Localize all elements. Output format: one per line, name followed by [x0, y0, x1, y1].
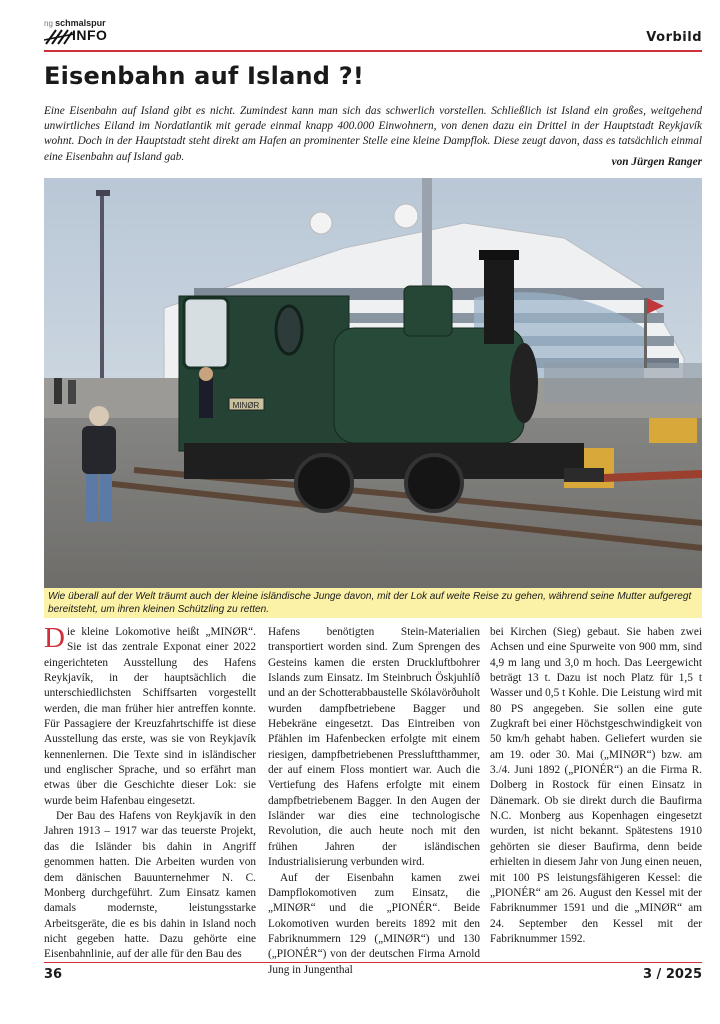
- section-label: Vorbild: [646, 30, 702, 45]
- page-number: 36: [44, 967, 63, 982]
- issue-number: 3 / 2025: [642, 967, 702, 982]
- page-header: [44, 18, 702, 52]
- footer-divider: [44, 962, 702, 963]
- logo-big-text: INFO: [72, 27, 108, 43]
- loco-name-plate: MINØR: [232, 401, 260, 410]
- paragraph: Auf der Eisenbahn kamen zwei Dampflokomotiven zum Einsatz, die „MINØR“ und die „PIONÉR“. Beide Lokomotiven wurden bereits 1892 mit den Fabriknummern 129 („MINØR“) und 130 („PIONÉR“) von der deutschen Firma Arnold Jung in Jungenthal: [268, 871, 480, 976]
- rails-logo-icon: [44, 28, 74, 46]
- paragraph: Die kleine Lokomotive heißt „MINØR“. Sie ist das zentrale Exponat einer 2022 eingerichteten Ausstellung des Hafens Reykjavík, in der hauptsächlich die unterschiedlichsten Schiffsarten vorgestellt werden, die man früher hier antreffen konnte. Für Passagiere der Kreuzfahrtschiffe ist diese Ausstellung das erste, was sie von Reykjavík kennenlernen. Die Texte sind in isländischer und englischer Sprache, und so erfährt man etwas über die Geschichte dieser Lok: sie wurde beim Hafenbau eingesetzt.: [44, 622, 256, 807]
- paragraph: bei Kirchen (Sieg) gebaut. Sie haben zwei Achsen und eine Spurweite von 900 mm, sind 4,9 m lang und 3,0 m hoch. Das Leergewicht beträgt 13 t. Dazu ist noch Platz für 1,5 t Wasser und 0,5 t Kohle. Die Leistung wird mit 80 PS angegeben. Sie sollen eine gute Zugkraft bei einer Höchstgeschwindigkeit von 50 km/h gehabt haben. Geliefert wurden sie am 19. oder 30. Mai („MINØR“) bzw. am 3./4. Juni 1892 („PIONÉR“) an die Firma R. Dolberg in Rostock für einen Einsatz in Dänemark. Ob sie direkt durch die Baufirma N.C. Monberg aus Kopenhagen eingesetzt wurden, ist nicht bekannt. Spätestens 1910 gehörten sie dieser Baufirma, denn beide erhielten in diesem Jahr von Jung einen neuen, mit 100 PS leistungsfähigeren Kessel: die „PIONÉR“ am 26. August den Kessel mit der Fabriknummer 1591 und die „MINØR“ am 24. September den Kessel mit der Fabriknummer 1592.: [490, 626, 702, 945]
- paragraph: Hafens benötigten Stein-Materialien transportiert worden sind. Zum Sprengen des Gesteins kamen die ersten Druckluftbohrer Islands zum Einsatz. Im Steinbruch Öskjuhlíð und an der Schotterabbaustelle Skólavörðuholt wurden dampfbetriebene Bagger und Hebekräne eingesetzt. Das Eintreiben von Pfählen im Hafenbecken erfolgte mit einem riesigen, dampfbetriebenen Pressluftthammer, der auf einem Floss montiert war. Auch die Vertiefung des Hafens erfolgte mit einem dampfbetriebenem Bagger. In den Augen der Isländer war dies eine technologische Revolution, die auch heute noch mit den frühen Jahren der isländischen Industrialisierung verbunden wird.: [268, 626, 480, 869]
- logo-small-text: schmalspur: [55, 18, 106, 28]
- photo-caption: Wie überall auf der Welt träumt auch der kleine isländische Junge davon, mit der Lok auf weite Reise zu gehen, während seine Mutter aufgeregt bereitsteht, um ihren kleinen Schützling zu retten.: [44, 588, 702, 618]
- text-column-2: [268, 625, 480, 978]
- text-column-1: [44, 622, 256, 963]
- article-title: Eisenbahn auf Island ?!: [44, 62, 364, 90]
- article-byline: von Jürgen Ranger: [611, 156, 702, 168]
- locomotive-photo: [44, 178, 702, 588]
- text-column-3: [490, 625, 702, 947]
- drop-cap: D: [44, 622, 65, 654]
- header-divider: [44, 50, 702, 52]
- magazine-logo: [44, 18, 116, 48]
- logo-prefix: ng: [44, 19, 53, 28]
- paragraph: Der Bau des Hafens von Reykjavík in den Jahren 1913 – 1917 war das teuerste Projekt, das die Isländer bis dahin in Angriff genommen hatten. Die Arbeiten wurden von dem dänischen Bauunternehmer N. C. Monberg durchgeführt. Zum Einsatz kamen damals modernste, leistungsstarke Arbeitsgeräte, die es bis dahin in Island noch nicht gegeben hatte. Dazu gehörte eine Eisenbahnlinie, auf der alle für den Bau des: [44, 810, 256, 961]
- article-lead: Eine Eisenbahn auf Island gibt es nicht. Zumindest kann man sich das schwerlich vorstellen. Schließlich ist Island ein großes, weitgehend unwirtliches Eiland im Nordatlantik mit gerade einmal knapp 400.000 Einwohnern, von denen dazu ein Drittel in der Hauptstadt Reykjavík wohnt. Doch in der Hauptstadt steht direkt am Hafen an prominenter Stelle eine kleine Dampflok. Diese zeugt davon, dass es tatsächlich einmal eine Eisenbahn auf Island gab.: [44, 105, 702, 163]
